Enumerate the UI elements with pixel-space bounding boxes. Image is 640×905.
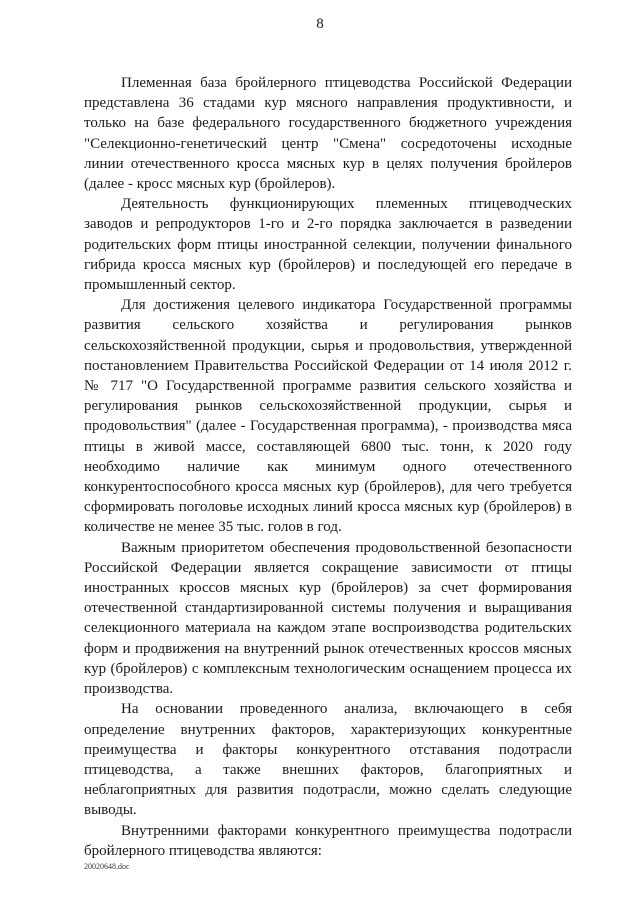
paragraph: Важным приоритетом обеспечения продовольственной безопасности Российской Федерации является сокращение зависимости от птицы иностранных кроссов мясных кур (бройлеров) за счет формирования отечественной стандартизированной системы получения и выращивания селекционного материала на каждом этапе воспроизводства родительских форм и продвижения на внутренний рынок отечественных кроссов мясных кур (бройлеров) с комплексным технологическим оснащением процесса их производства. bbox=[84, 539, 572, 698]
page-number: 8 bbox=[316, 16, 324, 32]
paragraph: На основании проведенного анализа, включающего в себя определение внутренних факторов, характеризующих конкурентные преимущества и факторы конкурентного отставания подотрасли птицеводства, а также внешних факторов, благоприятных и неблагоприятных для развития подотрасли, можно сделать следующие выводы. bbox=[84, 701, 572, 819]
paragraph: Деятельность функционирующих племенных птицеводческих заводов и репродукторов 1-го и 2-го порядка заключается в разведении родительских форм птицы иностранной селекции, получении финального гибрида кросса мясных кур (бройлеров) и последующей его передаче в промышленный сектор. bbox=[84, 196, 572, 294]
footer-file-code: 20020648.doc bbox=[84, 862, 130, 871]
paragraph: Племенная база бройлерного птицеводства Российской Федерации представлена 36 стадами кур мясного направления продуктивности, и только на базе федерального государственного бюджетного учреждения "Селекционно-генетический центр "Смена" сосредоточены исходные линии отечественного кросса мясных кур в целях получения бройлеров (далее - кросс мясных кур (бройлеров). bbox=[84, 75, 572, 193]
document-body bbox=[84, 73, 572, 861]
paragraph: Внутренними факторами конкурентного преимущества подотрасли бройлерного птицеводства являются: bbox=[84, 822, 572, 859]
paragraph: Для достижения целевого индикатора Государственной программы развития сельского хозяйства и регулирования рынков сельскохозяйственной продукции, сырья и продовольствия, утвержденной постановлением Правительства Российской Федерации от 14 июля 2012 г. № 717 "О Государственной программе развития сельского хозяйства и регулирования рынков сельскохозяйственной продукции, сырья и продовольствия" (далее - Государственная программа), - производства мяса птицы в живой массе, составляющей 6800 тыс. тонн, к 2020 году необходимо наличие как минимум одного отечественного конкурентоспособного кросса мясных кур (бройлеров), для чего требуется сформировать поголовье исходных линий кросса мясных кур (бройлеров) в количестве не менее 35 тыс. голов в год. bbox=[84, 297, 572, 536]
